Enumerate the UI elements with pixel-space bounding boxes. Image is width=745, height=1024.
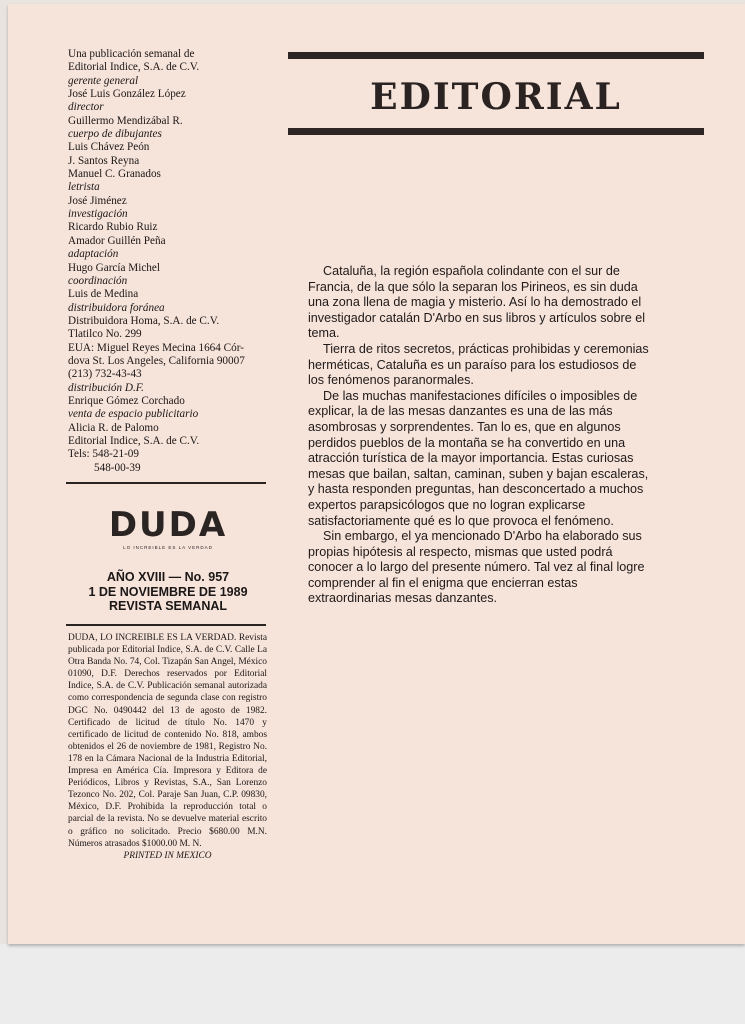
credit-name: Tels: 548-21-09	[68, 448, 139, 461]
credit-role: gerente general	[68, 74, 139, 87]
legal-notice	[68, 632, 267, 862]
issue-date: 1 DE NOVIEMBRE DE 1989	[88, 584, 248, 599]
credit-name: Manuel C. Granados	[68, 168, 161, 181]
credit-name: José Jiménez	[68, 194, 127, 207]
credit-name: Alicia R. de Palomo	[68, 421, 159, 434]
credit-name: Editorial Indice, S.A. de C.V.	[68, 61, 200, 74]
credit-name: Hugo García Michel	[68, 261, 160, 274]
editorial-paragraph: De las muchas manifestaciones difíciles o imposibles de explicar, la de las mesas danzantes es una de las más asombrosas y sorprendentes. Tan lo es, que en algunos perdidos pueblos de la montaña se ha convertido en una atracción turística de la mayor importancia. Estas curiosas mesas que bailan, saltan, caminan, suben y bajan escaleras, y hasta responden preguntas, han desconcertado a muchos expertos parapsicólogos que no logran explicarse satisfactoriamente qué es lo que provoca el fenómeno.	[308, 388, 649, 528]
credit-name: Luis Chávez Peón	[68, 141, 150, 154]
credit-role: cuerpo de dibujantes	[68, 128, 162, 141]
credit-name: EUA: Miguel Reyes Mecina 1664 Cór-	[68, 341, 244, 354]
editorial-paragraph: Cataluña, la región española colindante con el sur de Francia, de la que sólo la separan los Pirineos, es sin duda una zona llena de magia y misterio. Así lo ha demostrado el investigador catalán D'Arbo en sus libros y artículos sobre el tema.	[308, 264, 646, 341]
credit-role: distribución D.F.	[68, 381, 144, 394]
credit-name: Editorial Indice, S.A. de C.V.	[68, 434, 200, 447]
logo-word: DUDA	[108, 505, 228, 545]
credit-name: Una publicación semanal de	[68, 48, 195, 60]
editorial-title: EDITORIAL	[370, 76, 622, 118]
credit-name: Enrique Gómez Corchado	[68, 394, 185, 407]
issue-frequency: REVISTA SEMANAL	[108, 599, 228, 613]
scan-background	[0, 944, 745, 1024]
printed-in: PRINTED IN MEXICO	[123, 850, 212, 861]
credits-block	[68, 48, 268, 475]
duda-logo	[68, 506, 268, 550]
credit-name: Luis de Medina	[68, 288, 139, 301]
credit-name: Amador Guillén Peña	[68, 234, 166, 247]
credit-name: José Luis González López	[68, 88, 186, 101]
credit-name: 548-00-39	[94, 461, 141, 474]
editorial-paragraph: Sin embargo, el ya mencionado D'Arbo ha elaborado sus propias hipótesis al respecto, mismas que usted podrá conocer a lo largo del presente número. Tal vez al final logre comprender al fin el enigma que encierran estas extraordinarias mesas danzantes.	[308, 529, 645, 606]
credit-role: director	[68, 101, 104, 114]
credit-name: Guillermo Mendizábal R.	[68, 114, 183, 127]
credit-role: venta de espacio publicitario	[68, 408, 199, 421]
credit-name: J. Santos Reyna	[68, 154, 140, 167]
divider-top	[66, 482, 266, 484]
legal-text: DUDA, LO INCREIBLE ES LA VERDAD. Revista publicada por Editorial Indice, S.A. de C.V. Calle La Otra Banda No. 74, Col. Tizapán San Angel, México 01090, D.F. Derechos reservados por Editorial Indice, S.A. de C.V. Publicación semanal autorizada como correspondencia de segunda clase con registro DGC No. 0490442 del 13 de agosto de 1982. Certificado de licitud de título No. 1470 y certificado de licitud de contenido No. 818, ambos obtenidos el 26 de noviembre de 1981, Registro No. 178 en la Cámara Nacional de la Industria Editorial, Impresa en América Cía. Impresora y Editora de Periódicos, Libros y Revistas, S.A., San Lorenzo Tezonco No. 202, Col. Paraje San Juan, C.P. 09830, México, D.F. Prohibida la reproducción total o parcial de la revista. No se devuelve material escrito o gráfico no solicitado. Precio $680.00 M.N. Números atrasados $1000.00 M. N.	[68, 633, 267, 849]
editorial-bar-bottom	[288, 128, 704, 135]
credit-role: coordinación	[68, 274, 128, 287]
divider-bottom	[66, 624, 266, 626]
credit-name: (213) 732-43-43	[68, 368, 142, 381]
credit-name: Distribuidora Homa, S.A. de C.V.	[68, 314, 220, 327]
credit-role: distribuidora foránea	[68, 301, 165, 314]
issue-year-number: AÑO XVIII — No. 957	[106, 570, 230, 584]
editorial-bar-top	[288, 52, 704, 59]
editorial-body	[308, 264, 653, 607]
editorial-paragraph: Tierra de ritos secretos, prácticas prohibidas y ceremonias herméticas, Cataluña es un paraíso para los estudiosos de los fenómenos paranormales.	[308, 341, 649, 388]
credit-role: adaptación	[68, 248, 119, 261]
credit-role: investigación	[68, 208, 128, 221]
credit-name: Ricardo Rubio Ruiz	[68, 221, 158, 234]
credit-name: Tlatilco No. 299	[68, 328, 142, 341]
logo-tagline: LO INCREIBLE ES LA VERDAD	[123, 545, 213, 550]
magazine-page	[8, 4, 745, 944]
credit-role: letrista	[68, 181, 100, 194]
issue-info	[68, 570, 268, 614]
credit-name: dova St. Los Angeles, California 90007	[68, 354, 245, 367]
